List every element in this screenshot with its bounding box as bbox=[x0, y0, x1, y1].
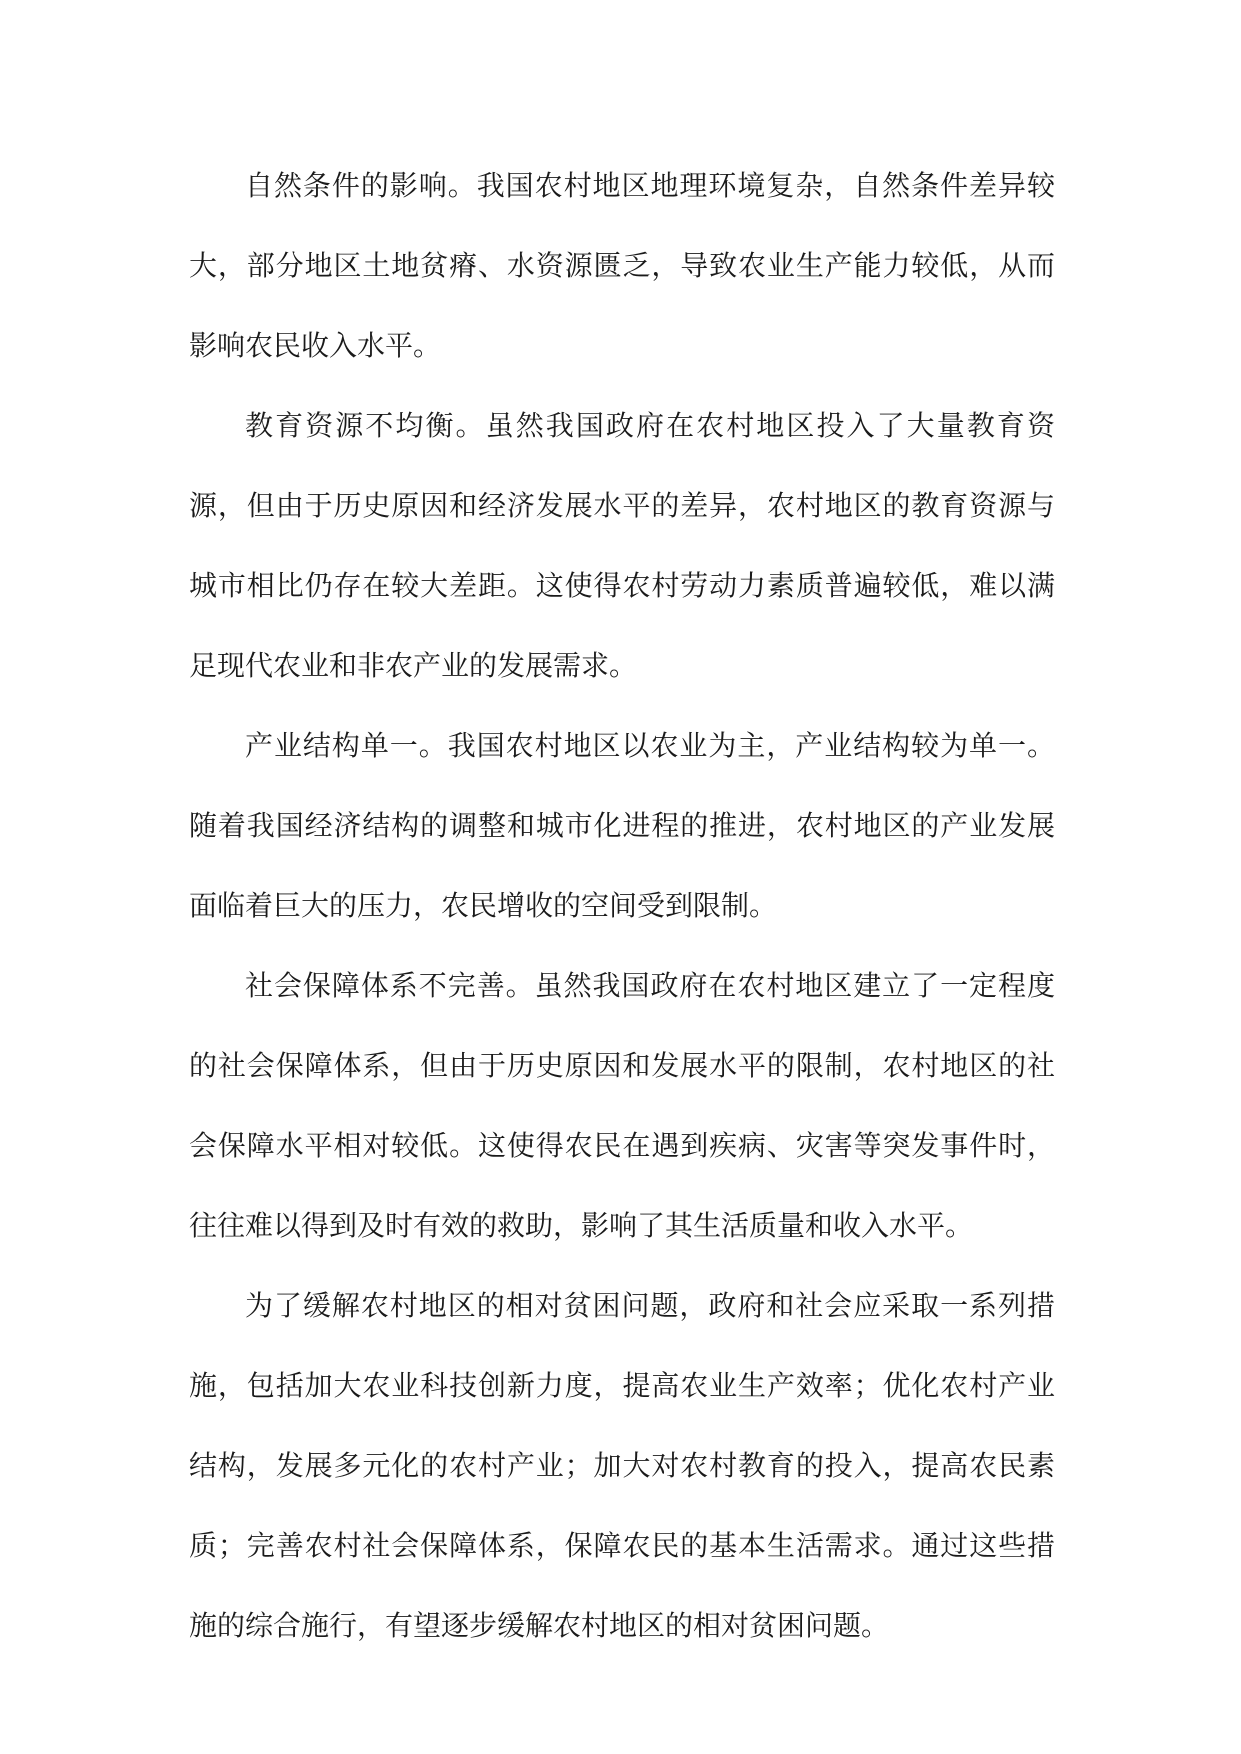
paragraph-measures: 为了缓解农村地区的相对贫困问题，政府和社会应采取一系列措施，包括加大农业科技创新力度，提高农业生产效率；优化农村产业结构，发展多元化的农村产业；加大对农村教育的投入，提高农民素质；完善农村社会保障体系，保障农民的基本生活需求。通过这些措施的综合施行，有望逐步缓解农村地区的相对贫困问题。 bbox=[189, 1289, 1055, 1642]
paragraph-education-resources: 教育资源不均衡。虽然我国政府在农村地区投入了大量教育资源，但由于历史原因和经济发展水平的差异，农村地区的教育资源与城市相比仍存在较大差距。这使得农村劳动力素质普遍较低，难以满足现代农业和非农产业的发展需求。 bbox=[189, 409, 1055, 682]
document-body bbox=[189, 146, 1055, 1666]
paragraph-social-security: 社会保障体系不完善。虽然我国政府在农村地区建立了一定程度的社会保障体系，但由于历史原因和发展水平的限制，农村地区的社会保障水平相对较低。这使得农民在遇到疾病、灾害等突发事件时，往往难以得到及时有效的救助，影响了其生活质量和收入水平。 bbox=[189, 969, 1055, 1242]
paragraph-natural-conditions: 自然条件的影响。我国农村地区地理环境复杂，自然条件差异较大，部分地区土地贫瘠、水资源匮乏，导致农业生产能力较低，从而影响农民收入水平。 bbox=[189, 169, 1055, 362]
paragraph-industrial-structure: 产业结构单一。我国农村地区以农业为主，产业结构较为单一。随着我国经济结构的调整和城市化进程的推进，农村地区的产业发展面临着巨大的压力，农民增收的空间受到限制。 bbox=[189, 729, 1055, 922]
